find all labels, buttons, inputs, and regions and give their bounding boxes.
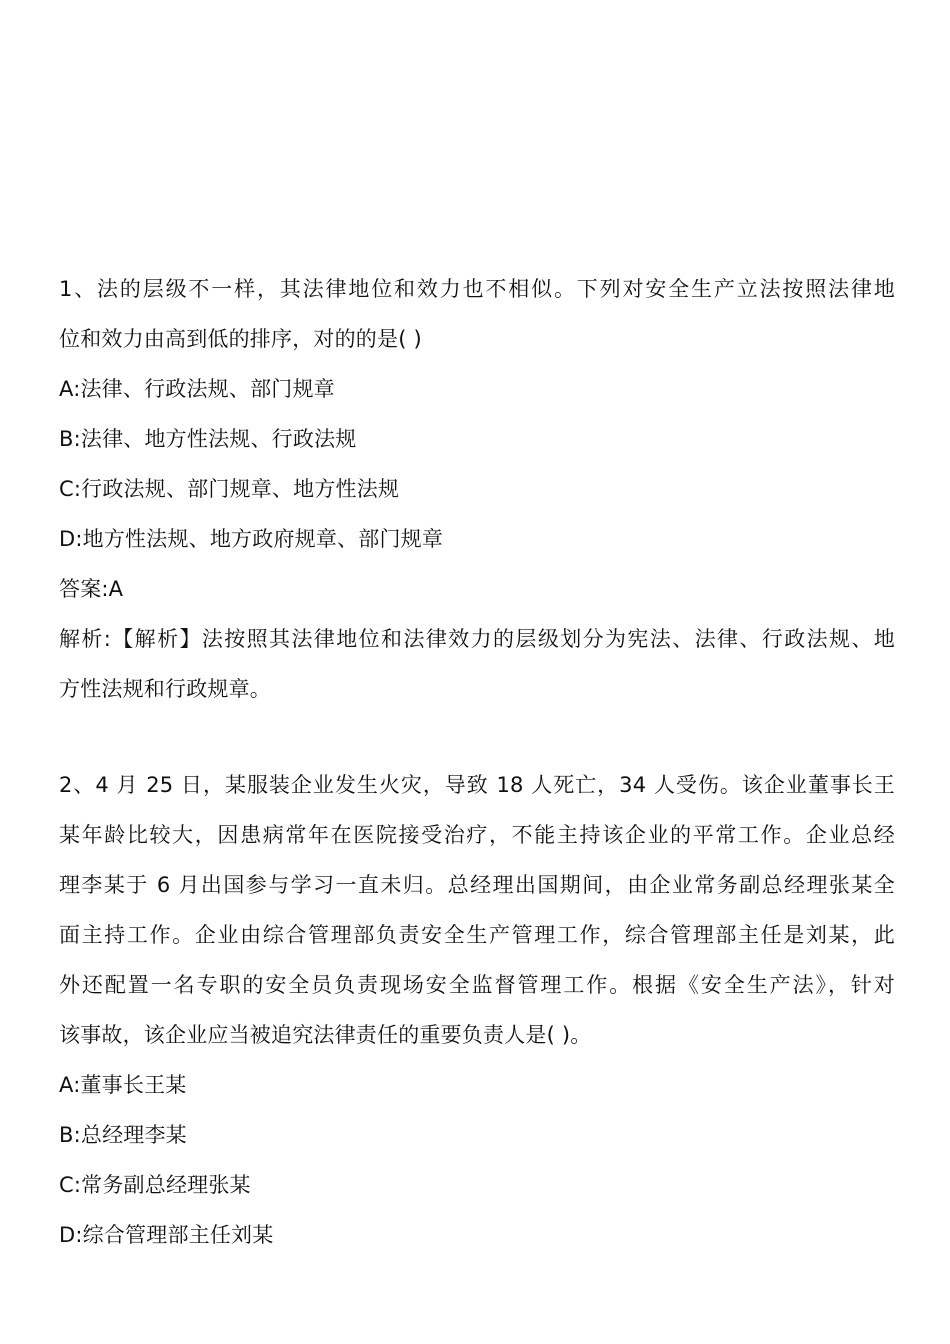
question-2-stem-line-2: 某年龄比较大，因患病常年在医院接受治疗，不能主持该企业的平常工作。企业总经 bbox=[59, 823, 895, 847]
question-2-option-c: C:常务副总经理张某 bbox=[59, 1173, 251, 1197]
question-1-stem-line-2: 位和效力由高到低的排序，对的的是( ) bbox=[59, 327, 422, 351]
question-1-analysis-line-1: 解析:【解析】法按照其法律地位和法律效力的层级划分为宪法、法律、行政法规、地 bbox=[59, 627, 895, 651]
question-2-option-d: D:综合管理部主任刘某 bbox=[59, 1223, 274, 1247]
question-1-option-b: B:法律、地方性法规、行政法规 bbox=[59, 427, 357, 451]
question-1 bbox=[59, 264, 895, 714]
question-1-option-c: C:行政法规、部门规章、地方性法规 bbox=[59, 477, 400, 501]
question-2-stem-line-6: 该事故，该企业应当被追究法律责任的重要负责人是( )。 bbox=[59, 1023, 592, 1047]
question-1-stem-line-1: 1、法的层级不一样，其法律地位和效力也不相似。下列对安全生产立法按照法律地 bbox=[59, 277, 895, 301]
question-2-option-a: A:董事长王某 bbox=[59, 1073, 187, 1097]
question-2-stem-line-4: 面主持工作。企业由综合管理部负责安全生产管理工作，综合管理部主任是刘某，此 bbox=[59, 923, 895, 947]
question-1-answer: 答案:A bbox=[59, 577, 124, 601]
question-1-option-d: D:地方性法规、地方政府规章、部门规章 bbox=[59, 527, 444, 551]
question-1-option-a: A:法律、行政法规、部门规章 bbox=[59, 377, 335, 401]
question-1-analysis-line-2: 方性法规和行政规章。 bbox=[59, 677, 271, 701]
question-2 bbox=[59, 760, 895, 1260]
question-2-option-b: B:总经理李某 bbox=[59, 1123, 187, 1147]
question-2-stem-line-3: 理李某于 6 月出国参与学习一直未归。总经理出国期间，由企业常务副总经理张某全 bbox=[59, 873, 895, 897]
question-2-stem-line-5: 外还配置一名专职的安全员负责现场安全监督管理工作。根据《安全生产法》，针对 bbox=[59, 973, 895, 997]
question-2-stem-line-1: 2、4 月 25 日，某服装企业发生火灾，导致 18 人死亡，34 人受伤。该企业董事长王 bbox=[59, 773, 895, 797]
